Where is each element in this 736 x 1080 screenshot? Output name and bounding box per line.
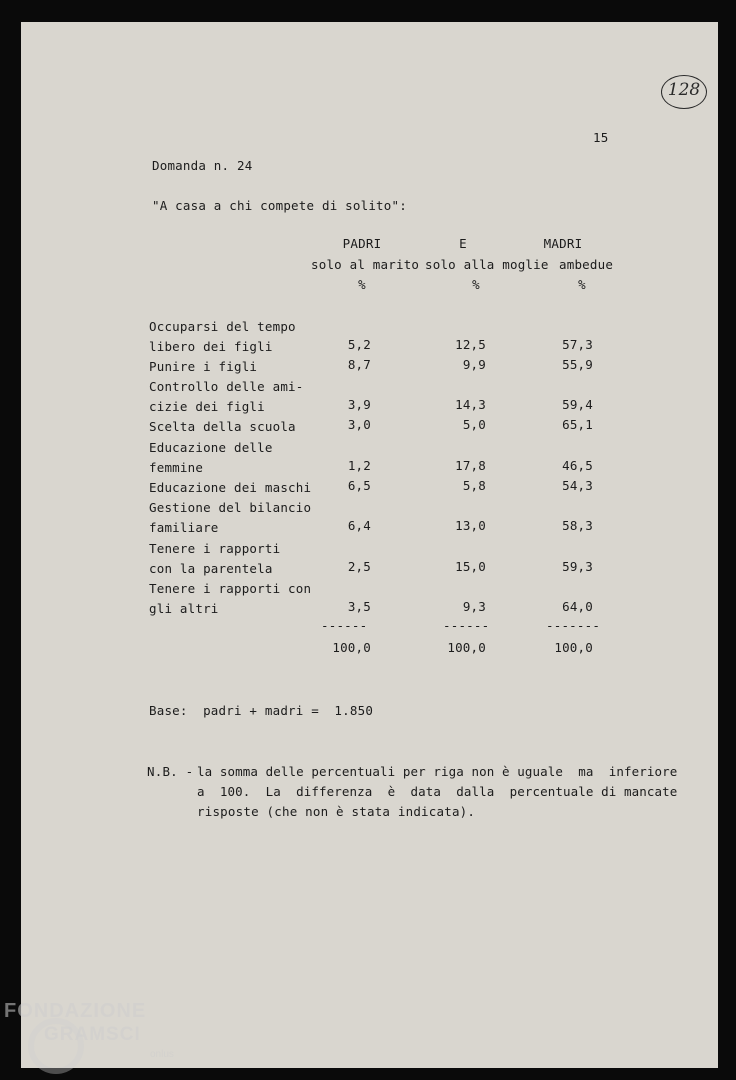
table-cell: 13,0: [455, 518, 486, 533]
row-label: familiare: [149, 520, 219, 535]
row-label: Educazione delle: [149, 440, 273, 455]
column-separator: ------: [443, 618, 490, 633]
table-cell: 3,0: [347, 417, 371, 432]
total-cell: 100,0: [332, 640, 371, 655]
watermark-line: GRAMSCI: [44, 1024, 141, 1045]
column-unit: %: [472, 277, 480, 292]
row-label: Tenere i rapporti: [149, 541, 281, 556]
table-cell: 12,5: [455, 337, 486, 352]
table-cell: 14,3: [455, 397, 486, 412]
table-cell: 1,2: [347, 458, 371, 473]
table-cell: 8,7: [347, 357, 371, 372]
column-unit: %: [358, 277, 366, 292]
table-cell: 65,1: [562, 417, 593, 432]
column-subheader-madri-sole: solo alla moglie: [425, 257, 549, 272]
footnote-line: la somma delle percentuali per riga non è uguale ma inferiore: [197, 764, 678, 779]
page-number: 15: [593, 130, 609, 145]
total-cell: 100,0: [554, 640, 593, 655]
total-cell: 100,0: [447, 640, 486, 655]
table-cell: 59,3: [562, 559, 593, 574]
row-label: Occuparsi del tempo: [149, 319, 296, 334]
row-label: Tenere i rapporti con: [149, 581, 312, 596]
table-cell: 58,3: [562, 518, 593, 533]
fondazione-gramsci-watermark: [4, 1000, 204, 1076]
column-header-padri: PADRI: [342, 236, 382, 251]
table-cell: 55,9: [562, 357, 593, 372]
table-cell: 3,5: [347, 599, 371, 614]
column-unit: %: [578, 277, 586, 292]
column-separator: -------: [546, 618, 601, 633]
row-label: cizie dei figli: [149, 399, 265, 414]
table-cell: 9,9: [462, 357, 486, 372]
table-cell: 6,5: [347, 478, 371, 493]
table-cell: 5,0: [462, 417, 486, 432]
table-cell: 57,3: [562, 337, 593, 352]
row-label: gli altri: [149, 601, 219, 616]
table-cell: 3,9: [347, 397, 371, 412]
column-separator: ------: [321, 618, 368, 633]
table-cell: 5,8: [462, 478, 486, 493]
column-header-madri: MADRI: [543, 236, 583, 251]
row-label: Educazione dei maschi: [149, 480, 312, 495]
footnote-prefix: N.B. -: [147, 764, 194, 779]
table-cell: 17,8: [455, 458, 486, 473]
row-label: femmine: [149, 460, 204, 475]
table-cell: 9,3: [462, 599, 486, 614]
table-cell: 54,3: [562, 478, 593, 493]
question-number: Domanda n. 24: [152, 158, 253, 173]
column-header-e: E: [459, 236, 467, 251]
row-label: Punire i figli: [149, 359, 258, 374]
watermark-line: onlus: [150, 1049, 174, 1060]
base-line: Base: padri + madri = 1.850: [149, 703, 374, 718]
document-page: [21, 22, 718, 1068]
question-prompt: "A casa a chi compete di solito":: [152, 198, 407, 213]
row-label: libero dei figli: [149, 339, 273, 354]
footnote-line: a 100. La differenza è data dalla percentuale di mancate: [197, 784, 678, 799]
table-cell: 59,4: [562, 397, 593, 412]
row-label: con la parentela: [149, 561, 273, 576]
table-cell: 6,4: [347, 518, 371, 533]
table-cell: 46,5: [562, 458, 593, 473]
column-subheader-ambedue: ambedue: [559, 257, 614, 272]
table-cell: 15,0: [455, 559, 486, 574]
archive-number: 128: [667, 80, 701, 100]
row-label: Gestione del bilancio: [149, 500, 312, 515]
watermark-line: FONDAZIONE: [4, 1000, 147, 1022]
row-label: Scelta della scuola: [149, 419, 296, 434]
table-cell: 5,2: [347, 337, 371, 352]
table-cell: 2,5: [347, 559, 371, 574]
column-subheader-padri: solo al marito: [311, 257, 420, 272]
row-label: Controllo delle ami-: [149, 379, 304, 394]
footnote-line: risposte (che non è stata indicata).: [197, 804, 476, 819]
table-cell: 64,0: [562, 599, 593, 614]
